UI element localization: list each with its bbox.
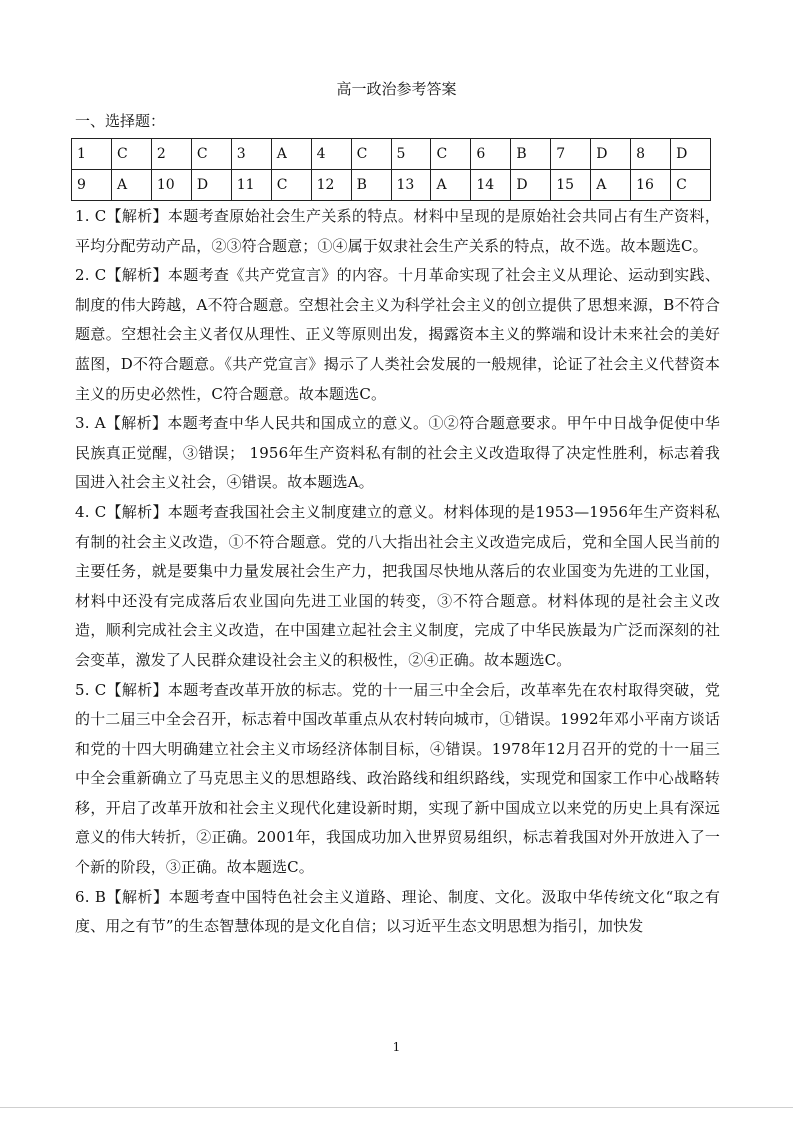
page-bottom-divider	[0, 1107, 793, 1108]
question-number-cell: 11	[231, 170, 271, 201]
question-number-cell: 7	[551, 139, 591, 170]
answer-cell: A	[271, 139, 311, 170]
question-number-cell: 14	[471, 170, 511, 201]
question-number-cell: 5	[391, 139, 431, 170]
explanation-1: 1. C【解析】本题考查原始社会生产关系的特点。材料中呈现的是原始社会共同占有生产资料，平均分配劳动产品，②③符合题意；①④属于奴隶社会生产关系的特点，故不选。故本题选C。	[75, 207, 720, 255]
answer-cell: D	[591, 139, 631, 170]
document-title: 高一政治参考答案	[336, 80, 457, 98]
explanations	[75, 202, 720, 942]
answer-cell: D	[511, 170, 551, 201]
question-number-cell: 16	[631, 170, 671, 201]
question-number-cell: 12	[311, 170, 351, 201]
explanation-6: 6. B【解析】本题考查中国特色社会主义道路、理论、制度、文化。汲取中华传统文化“取之有度、用之有节”的生态智慧体现的是文化自信；以习近平生态文明思想为指引，加快发	[75, 887, 720, 936]
explanation-5: 5. C【解析】本题考查改革开放的标志。党的十一届三中全会后，改革率先在农村取得突破，党的十二届三中全会召开，标志着中国改革重点从农村转向城市，①错误。1992年邓小平南方谈话和党的十四大明确建立社会主义市场经济体制目标，④错误。1978年12月召开的党的十一届三中全会重新确立了马克思主义的思想路线、政治路线和组织路线，实现党和国家工作中心战略转移，开启了改革开放和社会主义现代化建设新时期，实现了新中国成立以来党的历史上具有深远意义的伟大转折，②正确。2001年，我国成功加入世界贸易组织，标志着我国对外开放进入了一个新的阶段，③正确。故本题选C。	[75, 680, 720, 877]
answer-cell: D	[671, 139, 711, 170]
answer-cell: C	[191, 139, 231, 170]
question-number-cell: 10	[151, 170, 191, 201]
page-number: 1	[392, 1040, 401, 1054]
answer-cell: C	[271, 170, 311, 201]
question-number-cell: 3	[231, 139, 271, 170]
answer-table	[71, 138, 711, 201]
explanation-4: 4. C【解析】本题考查我国社会主义制度建立的意义。材料体现的是1953—1956年生产资料私有制的社会主义改造，①不符合题意。党的八大指出社会主义改造完成后，党和全国人民当前的主要任务，就是要集中力量发展社会生产力，把我国尽快地从落后的农业国变为先进的工业国，材料中还没有完成落后农业国向先进工业国的转变，③不符合题意。材料体现的是社会主义改造，顺利完成社会主义改造，在中国建立起社会主义制度，完成了中华民族最为广泛而深刻的社会变革，激发了人民群众建设社会主义的积极性，②④正确。故本题选C。	[75, 502, 720, 669]
answer-cell: D	[191, 170, 231, 201]
answer-cell: C	[671, 170, 711, 201]
table-row	[72, 170, 711, 201]
question-number-cell: 15	[551, 170, 591, 201]
answer-cell: B	[511, 139, 551, 170]
answer-cell: A	[591, 170, 631, 201]
section-heading: 一、选择题：	[75, 112, 166, 130]
answer-cell: A	[111, 170, 151, 201]
question-number-cell: 2	[151, 139, 191, 170]
explanation-3: 3. A【解析】本题考查中华人民共和国成立的意义。①②符合题意要求。甲午中日战争促使中华民族真正觉醒，③错误； 1956年生产资料私有制的社会主义改造取得了决定性胜利，标志着我国进入社会主义社会，④错误。故本题选A。	[75, 414, 720, 492]
question-number-cell: 8	[631, 139, 671, 170]
answer-cell: C	[431, 139, 471, 170]
table-row	[72, 139, 711, 170]
question-number-cell: 4	[311, 139, 351, 170]
question-number-cell: 1	[72, 139, 112, 170]
answer-cell: A	[431, 170, 471, 201]
question-number-cell: 13	[391, 170, 431, 201]
answer-cell: B	[351, 170, 391, 201]
explanation-2: 2. C【解析】本题考查《共产党宣言》的内容。十月革命实现了社会主义从理论、运动到实践、制度的伟大跨越，A不符合题意。空想社会主义为科学社会主义的创立提供了思想来源，B不符合题意。空想社会主义者仅从理性、正义等原则出发，揭露资本主义的弊端和设计未来社会的美好蓝图，D不符合题意。《共产党宣言》揭示了人类社会发展的一般规律，论证了社会主义代替资本主义的历史必然性，C符合题意。故本题选C。	[75, 266, 720, 403]
answer-cell: C	[351, 139, 391, 170]
question-number-cell: 6	[471, 139, 511, 170]
answer-cell: C	[111, 139, 151, 170]
question-number-cell: 9	[72, 170, 112, 201]
